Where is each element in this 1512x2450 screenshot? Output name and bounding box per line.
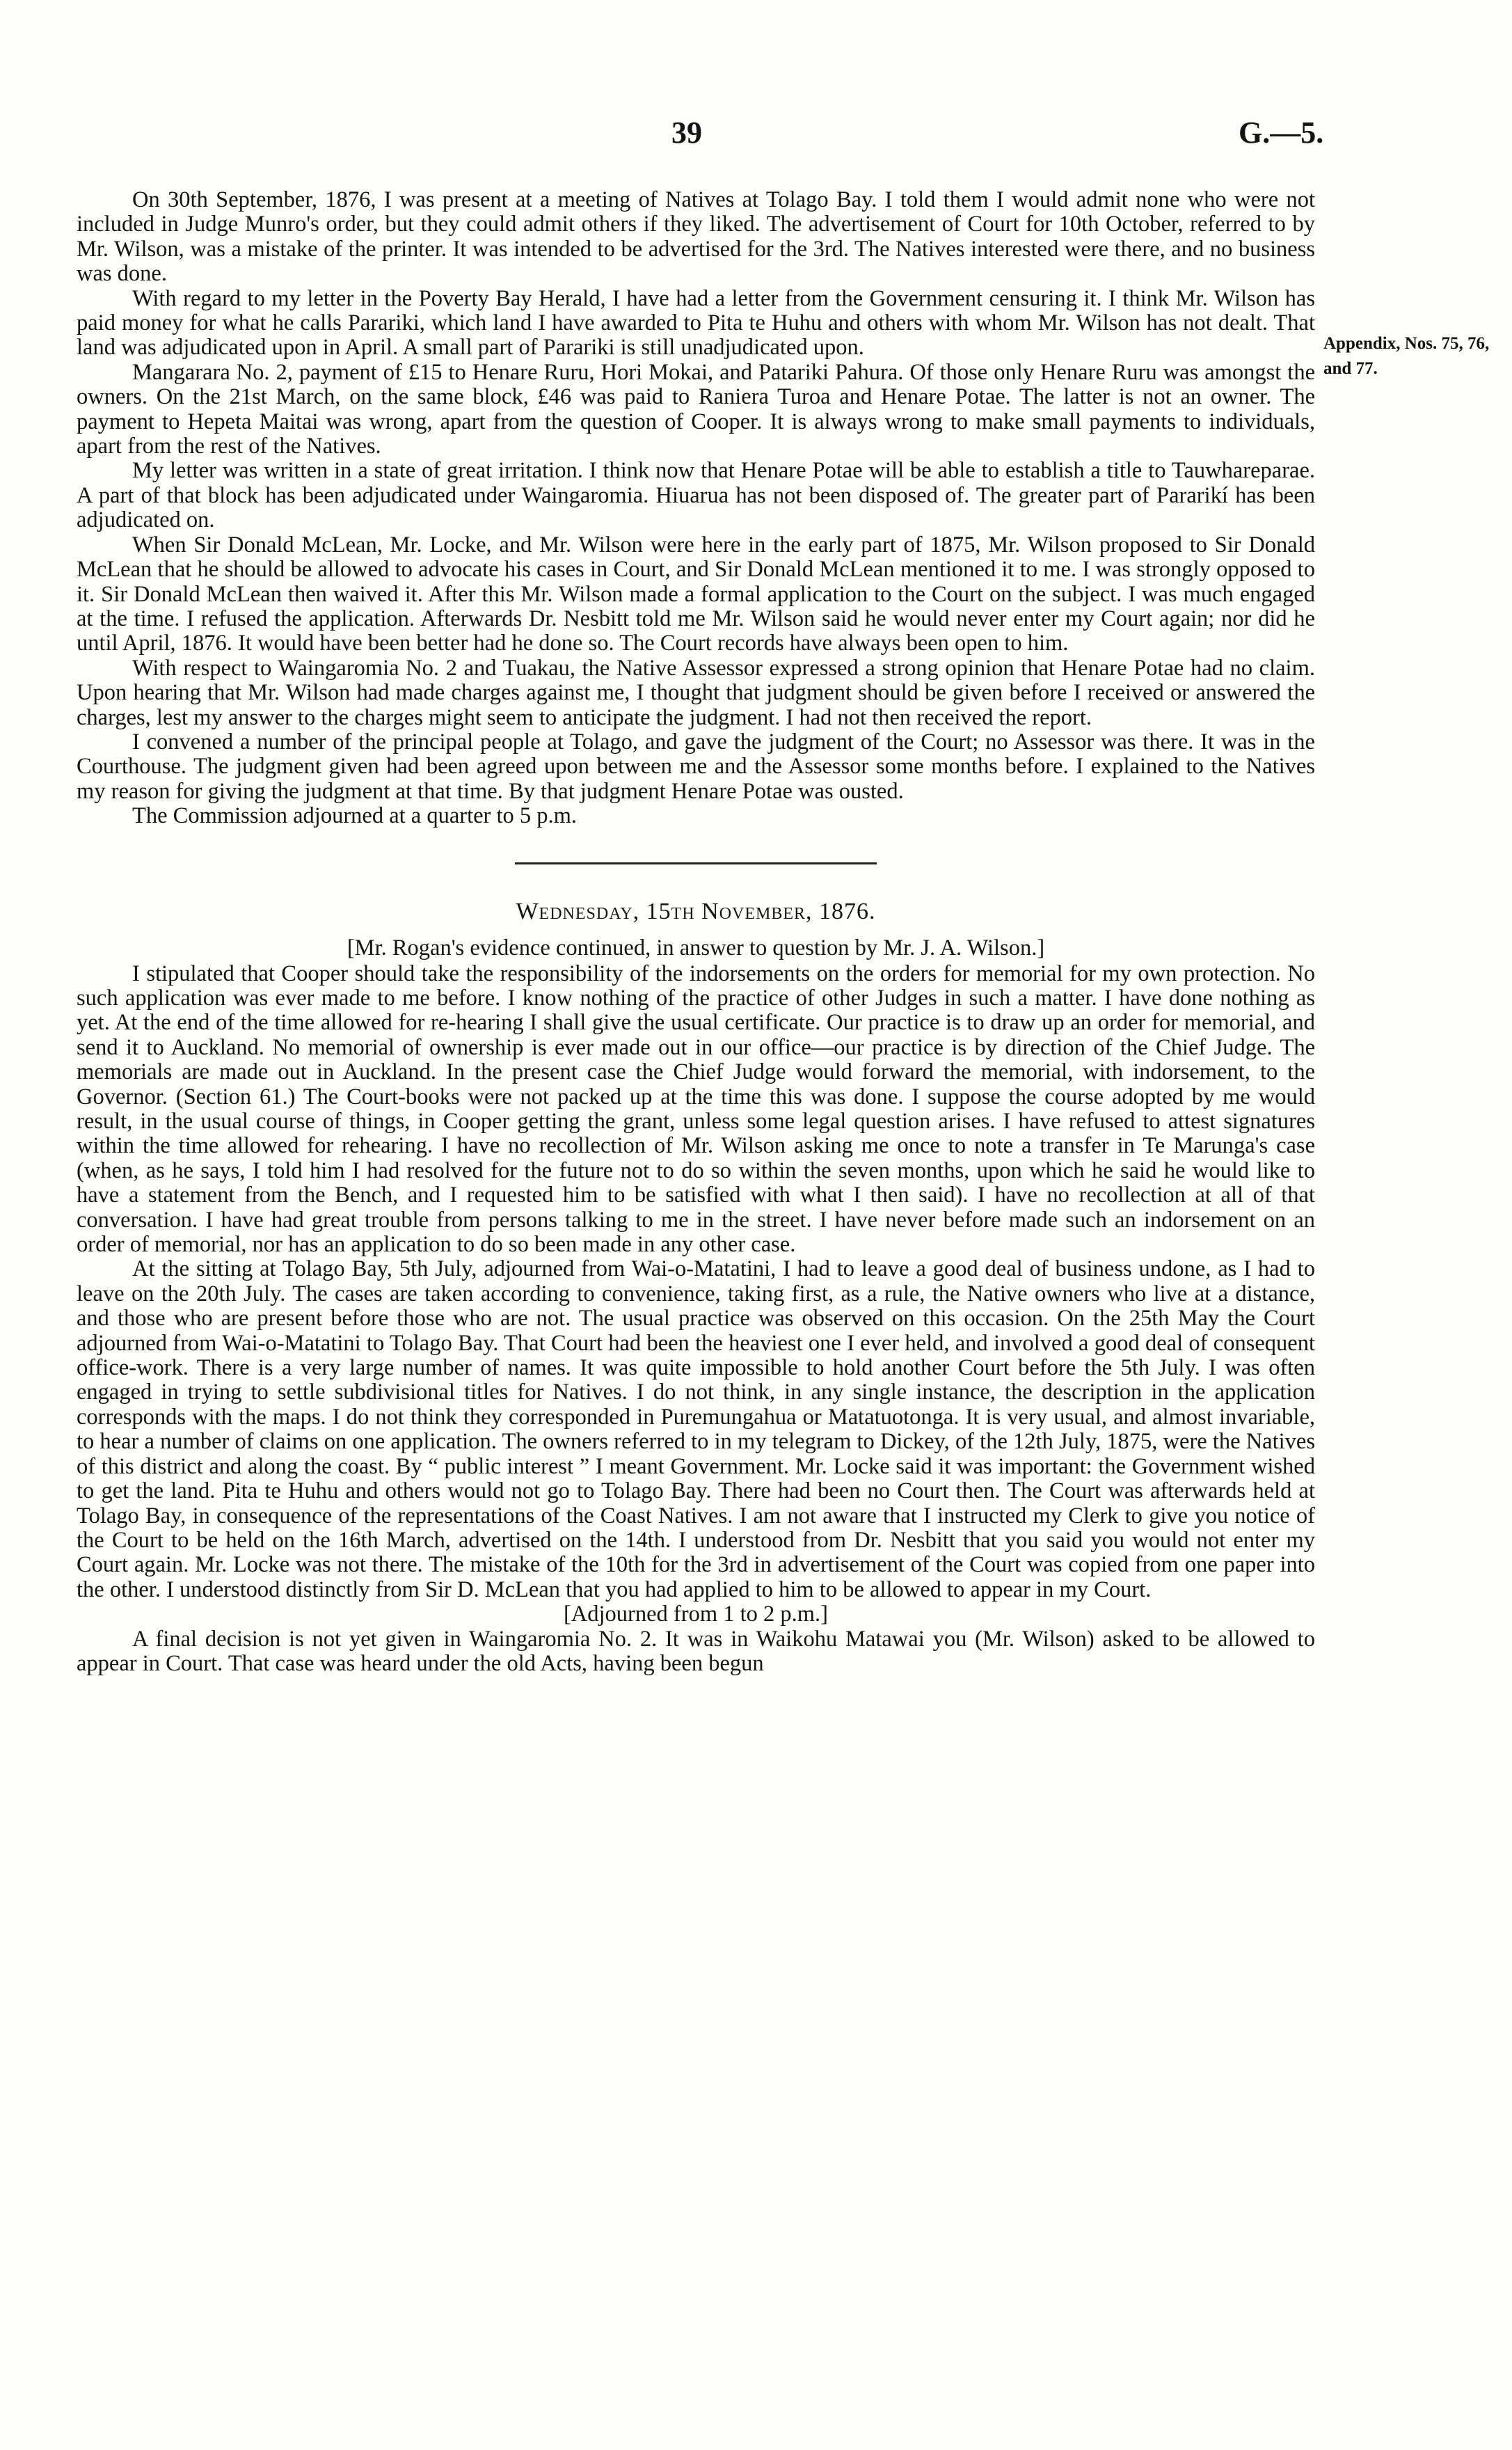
section-heading: Wednesday, 15th November, 1876.	[516, 898, 876, 924]
paragraph: With respect to Waingaromia No. 2 and Tuakau, the Native Assessor expressed a strong opinion that Henare Potae had no claim. Upon hearing that Mr. Wilson had made charges against me, I thought that judgment should be given before I received or answered the charges, lest my answer to the charges might seem to anticipate the judgment. I had not then received the report.	[77, 655, 1315, 730]
paragraph: Mangarara No. 2, payment of £15 to Henare Ruru, Hori Mokai, and Patariki Pahura. Of those only Henare Ruru was amongst the owners. On the 21st March, on the same block, £46 was paid to Raniera Turoa and Henare Potae. The latter is not an owner. The payment to Hepeta Maitai was wrong, apart from the question of Cooper. It is always wrong to make small payments to individuals, apart from the rest of the Natives.	[77, 359, 1315, 459]
section-divider	[515, 862, 877, 864]
page-header	[0, 115, 1512, 157]
paragraph: On 30th September, 1876, I was present at a meeting of Natives at Tolago Bay. I told them I would admit none who were not included in Judge Munro's order, but they could admit others if they liked. The advertisement of Court for 10th October, referred to by Mr. Wilson, was a mistake of the printer. It was intended to be advertised for the 3rd. The Natives interested were there, and no business was done.	[77, 187, 1315, 287]
paragraph: At the sitting at Tolago Bay, 5th July, adjourned from Wai-o-Matatini, I had to leave a good deal of business undone, as I had to leave on the 20th July. The cases are taken according to convenience, taking first, as a rule, the Native owners who live at a distance, and those who are present before those who are not. The usual practice was observed on this occasion. On the 25th May the Court adjourned from Wai-o-Matatini to Tolago Bay. That Court had been the heaviest one I ever held, and involved a good deal of consequent office-work. There is a very large number of names. It was quite impossible to hold another Court before the 5th July. I was often engaged in trying to settle subdivisional titles for Natives. I do not think, in any single instance, the description in the application corresponds with the maps. I do not think they corresponded in Puremungahua or Matatuotonga. It is very usual, and almost invariable, to hear a number of claims on one application. The owners referred to in my telegram to Dickey, of the 12th July, 1875, were the Natives of this district and along the coast. By “ public interest ” I meant Government. Mr. Locke said it was important: the Government wished to get the land. Pita te Huhu and others would not go to Tolago Bay. There had been no Court then. The Court was afterwards held at Tolago Bay, in consequence of the representations of the Coast Natives. I am not aware that I instructed my Clerk to give you notice of the Court to be held on the 16th March, advertised on the 14th. I understood from Dr. Nesbitt that you said you would not enter my Court again. Mr. Locke was not there. The mistake of the 10th for the 3rd in advertisement of the Court was copied from one paper into the other. I understood distinctly from Sir D. McLean that you had applied to him to be allowed to appear in my Court.	[77, 1256, 1315, 1602]
paragraph: My letter was written in a state of great irritation. I think now that Henare Potae will be able to establish a title to Tauwhareparae. A part of that block has been adjudicated under Waingaromia. Hiuarua has not been disposed of. The greater part of Pararikí has been adjudicated on.	[77, 458, 1315, 533]
paragraph: I convened a number of the principal people at Tolago, and gave the judgment of the Court; no Assessor was there. It was in the Courthouse. The judgment given had been agreed upon between me and the Assessor some months before. I explained to the Natives my reason for giving the judgment at that time. By that judgment Henare Potae was ousted.	[77, 729, 1315, 804]
paragraph: I stipulated that Cooper should take the responsibility of the indorsements on the orders for memorial for my own protection. No such application was ever made to me before. I know nothing of the practice of other Judges in such a matter. I have done nothing as yet. At the end of the time allowed for re-hearing I shall give the usual certificate. Our practice is to draw up an order for memorial, and send it to Auckland. No memorial of ownership is ever made out in our office—our practice is by direction of the Chief Judge. The memorials are made out in Auckland. In the present case the Chief Judge would forward the memorial, with indorsement, to the Governor. (Section 61.) The Court-books were not packed up at the time this was done. I suppose the course adopted by me would result, in the usual course of things, in Cooper getting the grant, unless some legal question arises. I have refused to attest signatures within the time allowed for rehearing. I have no recollection of Mr. Wilson asking me once to note a transfer in Te Marunga's case (when, as he says, I told him I had resolved for the future not to do so within the seven months, upon which he said he would like to have a statement from the Bench, and I requested him to be satisfied with what I then said). I have no recollection at all of that conversation. I have had great trouble from persons talking to me in the street. I have never before made such an indorsement on an order of memorial, nor has an application to do so been made in any other case.	[77, 961, 1315, 1258]
paragraph: A final decision is not yet given in Waingaromia No. 2. It was in Waikohu Matawai you (Mr. Wilson) asked to be allowed to appear in Court. That case was heard under the old Acts, having been begun	[77, 1626, 1315, 1676]
page-code: G.—5.	[1239, 116, 1324, 150]
evidence-note: [Mr. Rogan's evidence continued, in answer to question by Mr. J. A. Wilson.]	[347, 935, 1045, 961]
body-column	[77, 188, 1315, 1676]
paragraph: When Sir Donald McLean, Mr. Locke, and Mr. Wilson were here in the early part of 1875, Mr. Wilson proposed to Sir Donald McLean that he should be allowed to advocate his cases in Court, and Sir Donald McLean mentioned it to me. I was strongly opposed to it. Sir Donald McLean then waived it. After this Mr. Wilson made a formal application to the Court on the subject. I was much engaged at the time. I refused the application. Afterwards Dr. Nesbitt told me Mr. Wilson said he would never enter my Court again; nor did he until April, 1876. It would have been better had he done so. The Court records have always been open to him.	[77, 532, 1315, 656]
page-number: 39	[671, 116, 702, 150]
margin-note: Appendix, Nos. 75, 76, and 77.	[1323, 334, 1490, 378]
paragraph: The Commission adjourned at a quarter to 5 p.m.	[132, 803, 578, 829]
adjournment-note: [Adjourned from 1 to 2 p.m.]	[563, 1602, 828, 1627]
paragraph: With regard to my letter in the Poverty Bay Herald, I have had a letter from the Government censuring it. I think Mr. Wilson has paid money for what he calls Parariki, which land I have awarded to Pita te Huhu and others with whom Mr. Wilson has not dealt. That land was adjudicated upon in April. A small part of Parariki is still unadjudicated upon.	[77, 285, 1315, 361]
